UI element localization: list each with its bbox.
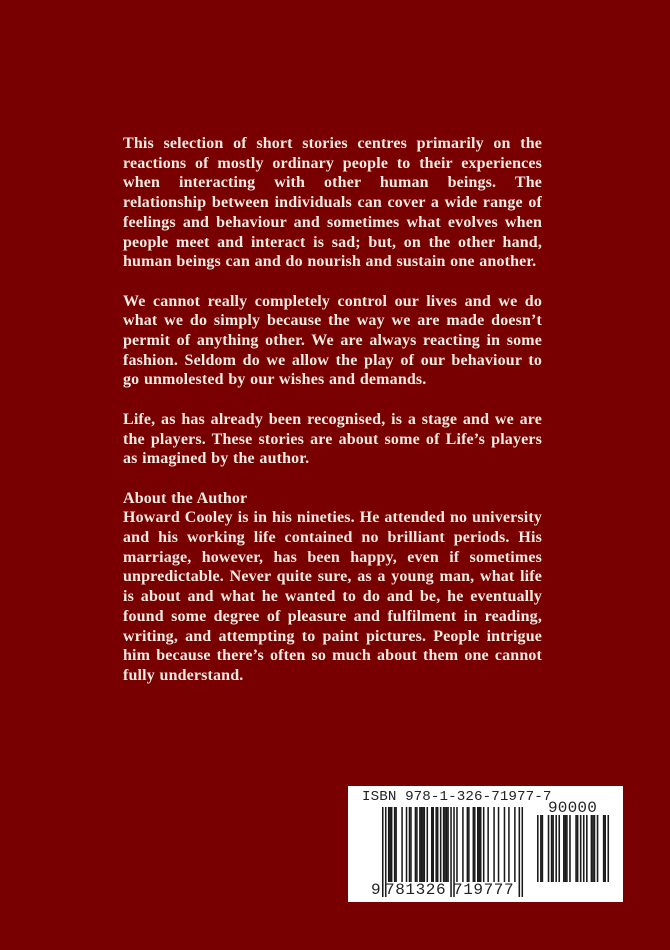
price-addon-label: 90000 — [548, 799, 598, 817]
about-the-author-section — [123, 489, 542, 686]
blurb-paragraph-3: Life, as has already been recognised, is a stage and we are the players. These stories are about some of Life’s players as imagined by the author. — [123, 410, 542, 468]
isbn-barcode — [348, 786, 623, 902]
back-cover-blurb — [123, 134, 542, 686]
about-the-author-text: Howard Cooley is in his nineties. He attended no university and his working life contained no brilliant periods. His marriage, however, has been happy, even if sometimes unpredictable. Never quite sure, as a young man, what life is about and what he wanted to do and be, he eventually found some degree of pleasure and fulfilment in reading, writing, and attempting to paint pictures. People intrigue him because there’s often so much about them one cannot fully understand. — [123, 509, 542, 684]
isbn-label: ISBN 978-1-326-71977-7 — [362, 789, 552, 805]
blurb-paragraph-1: This selection of short stories centres primarily on the reactions of mostly ordinary people to their experiences when interacting with other human beings. The relationship between individuals can cover a wide range of feelings and behaviour and sometimes what evolves when people meet and interact is sad; but, on the other hand, human beings can and do nourish and sustain one another. — [123, 135, 542, 271]
blurb-paragraph-2: We cannot really completely control our lives and we do what we do simply because the way we are made doesn’t permit of anything other. We are always reacting in some fashion. Seldom do we allow the play of our behaviour to go unmolested by our wishes and demands. — [123, 292, 542, 389]
ean-right-digits: 719777 — [453, 881, 515, 899]
ean-left-digits: 781326 — [385, 881, 447, 899]
about-the-author-heading: About the Author — [123, 489, 248, 507]
ean-first-digit: 9 — [371, 881, 381, 899]
